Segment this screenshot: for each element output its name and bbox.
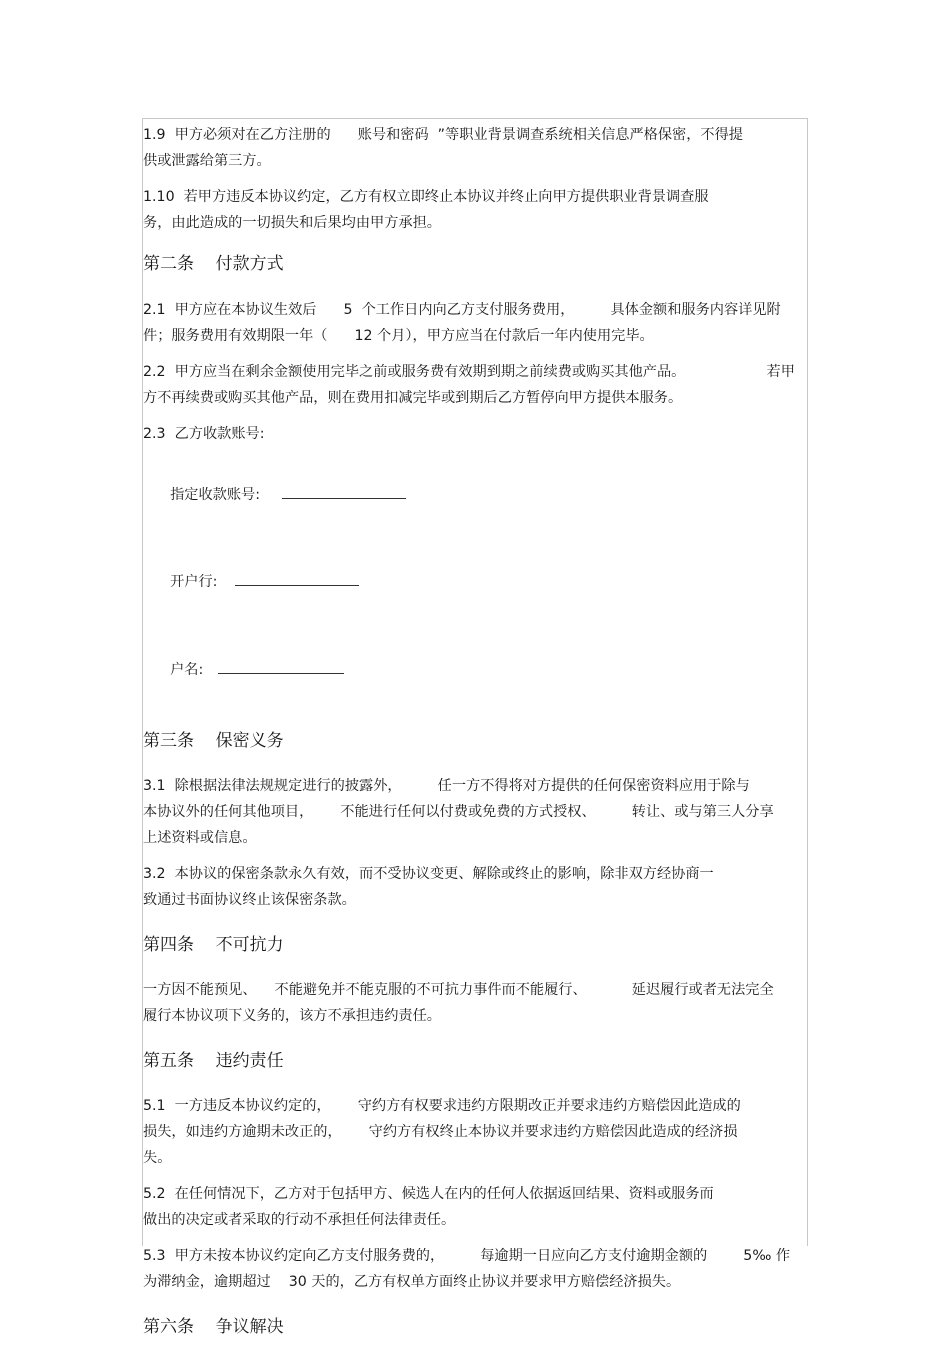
text-line: 5.2 在任何情况下，乙方对于包括甲方、候选人在内的任何人依据返回结果、资料或服务而 (143, 1186, 714, 1202)
document-body (143, 122, 808, 1341)
text-line: 致通过书面协议终止该保密条款。 (143, 892, 356, 908)
text-line: 方不再续费或购买其他产品，则在费用扣减完毕或到期后乙方暂停向甲方提供本服务。 (143, 390, 683, 406)
text-line: 2.1 甲方应在本协议生效后 5 个工作日内向乙方支付服务费用， 具体金额和服务内容详见附 (143, 302, 781, 318)
text-line: 3.1 除根据法律法规规定进行的披露外， 任一方不得将对方提供的任何保密资料应用于除与 (143, 778, 750, 794)
bank-row (143, 543, 808, 621)
text-line: 一方因不能预见、 不能避免并不能克服的不可抗力事件而不能履行、 延迟履行或者无法完全 (143, 982, 774, 998)
clause-1-10 (143, 184, 808, 236)
text-line: 3.2 本协议的保密条款永久有效，而不受协议变更、解除或终止的影响，除非双方经协商一 (143, 866, 714, 882)
section-heading-3: 第三条 保密义务 (143, 731, 284, 751)
clause-2-3: 2.3 乙方收款账号: (143, 426, 265, 442)
text-line: 履行本协议项下义务的，该方不承担违约责任。 (143, 1008, 441, 1024)
account-name-row (143, 631, 808, 709)
section-heading-5: 第五条 违约责任 (143, 1051, 284, 1071)
account-name-label: 户名: (170, 662, 204, 678)
text-line: 件；服务费用有效期限一年（ 12 个月），甲方应当在付款后一年内使用完毕。 (143, 328, 654, 344)
account-number-row (143, 456, 808, 534)
clause-5-3 (143, 1243, 808, 1295)
text-line: 1.10 若甲方违反本协议约定，乙方有权立即终止本协议并终止向甲方提供职业背景调查服 (143, 189, 709, 205)
clause-3-1 (143, 773, 808, 851)
bank-blank (235, 569, 359, 586)
clause-1-9 (143, 122, 808, 174)
text-line: 5.1 一方违反本协议约定的， 守约方有权要求违约方限期改正并要求违约方赔偿因此造成的 (143, 1098, 741, 1114)
account-number-blank (282, 482, 406, 499)
text-line: 5.3 甲方未按本协议约定向乙方支付服务费的， 每逾期一日应向乙方支付逾期金额的 5‰ 作 (143, 1248, 791, 1264)
section-heading-4: 第四条 不可抗力 (143, 935, 284, 955)
account-number-label: 指定收款账号: (170, 487, 260, 503)
section-heading-2: 第二条 付款方式 (143, 254, 284, 274)
text-line: 上述资料或信息。 (143, 830, 257, 846)
text-line: 本协议外的任何其他项目， 不能进行任何以付费或免费的方式授权、 转让、或与第三人分享 (143, 804, 774, 820)
text-line: 损失，如违约方逾期未改正的， 守约方有权终止本协议并要求违约方赔偿因此造成的经济损 (143, 1124, 738, 1140)
bank-label: 开户行: (170, 574, 218, 590)
clause-5-2 (143, 1181, 808, 1233)
clause-4 (143, 977, 808, 1029)
text-line: 务，由此造成的一切损失和后果均由甲方承担。 (143, 215, 441, 231)
text-line: 1.9 甲方必须对在乙方注册的 账号和密码 ”等职业背景调查系统相关信息严格保密，不得提 (143, 127, 743, 143)
section-heading-6: 第六条 争议解决 (143, 1317, 284, 1337)
clause-2-1 (143, 297, 808, 349)
clause-3-2 (143, 861, 808, 913)
text-line: 为滞纳金，逾期超过 30 天的，乙方有权单方面终止协议并要求甲方赔偿经济损失。 (143, 1274, 681, 1290)
text-line: 2.2 甲方应当在剩余金额使用完毕之前或服务费有效期到期之前续费或购买其他产品。 若甲 (143, 364, 795, 380)
account-name-blank (218, 657, 344, 674)
text-line: 做出的决定或者采取的行动不承担任何法律责任。 (143, 1212, 456, 1228)
text-line: 供或泄露给第三方。 (143, 153, 271, 169)
clause-2-2 (143, 359, 808, 411)
clause-5-1 (143, 1093, 808, 1171)
text-line: 失。 (143, 1150, 172, 1166)
